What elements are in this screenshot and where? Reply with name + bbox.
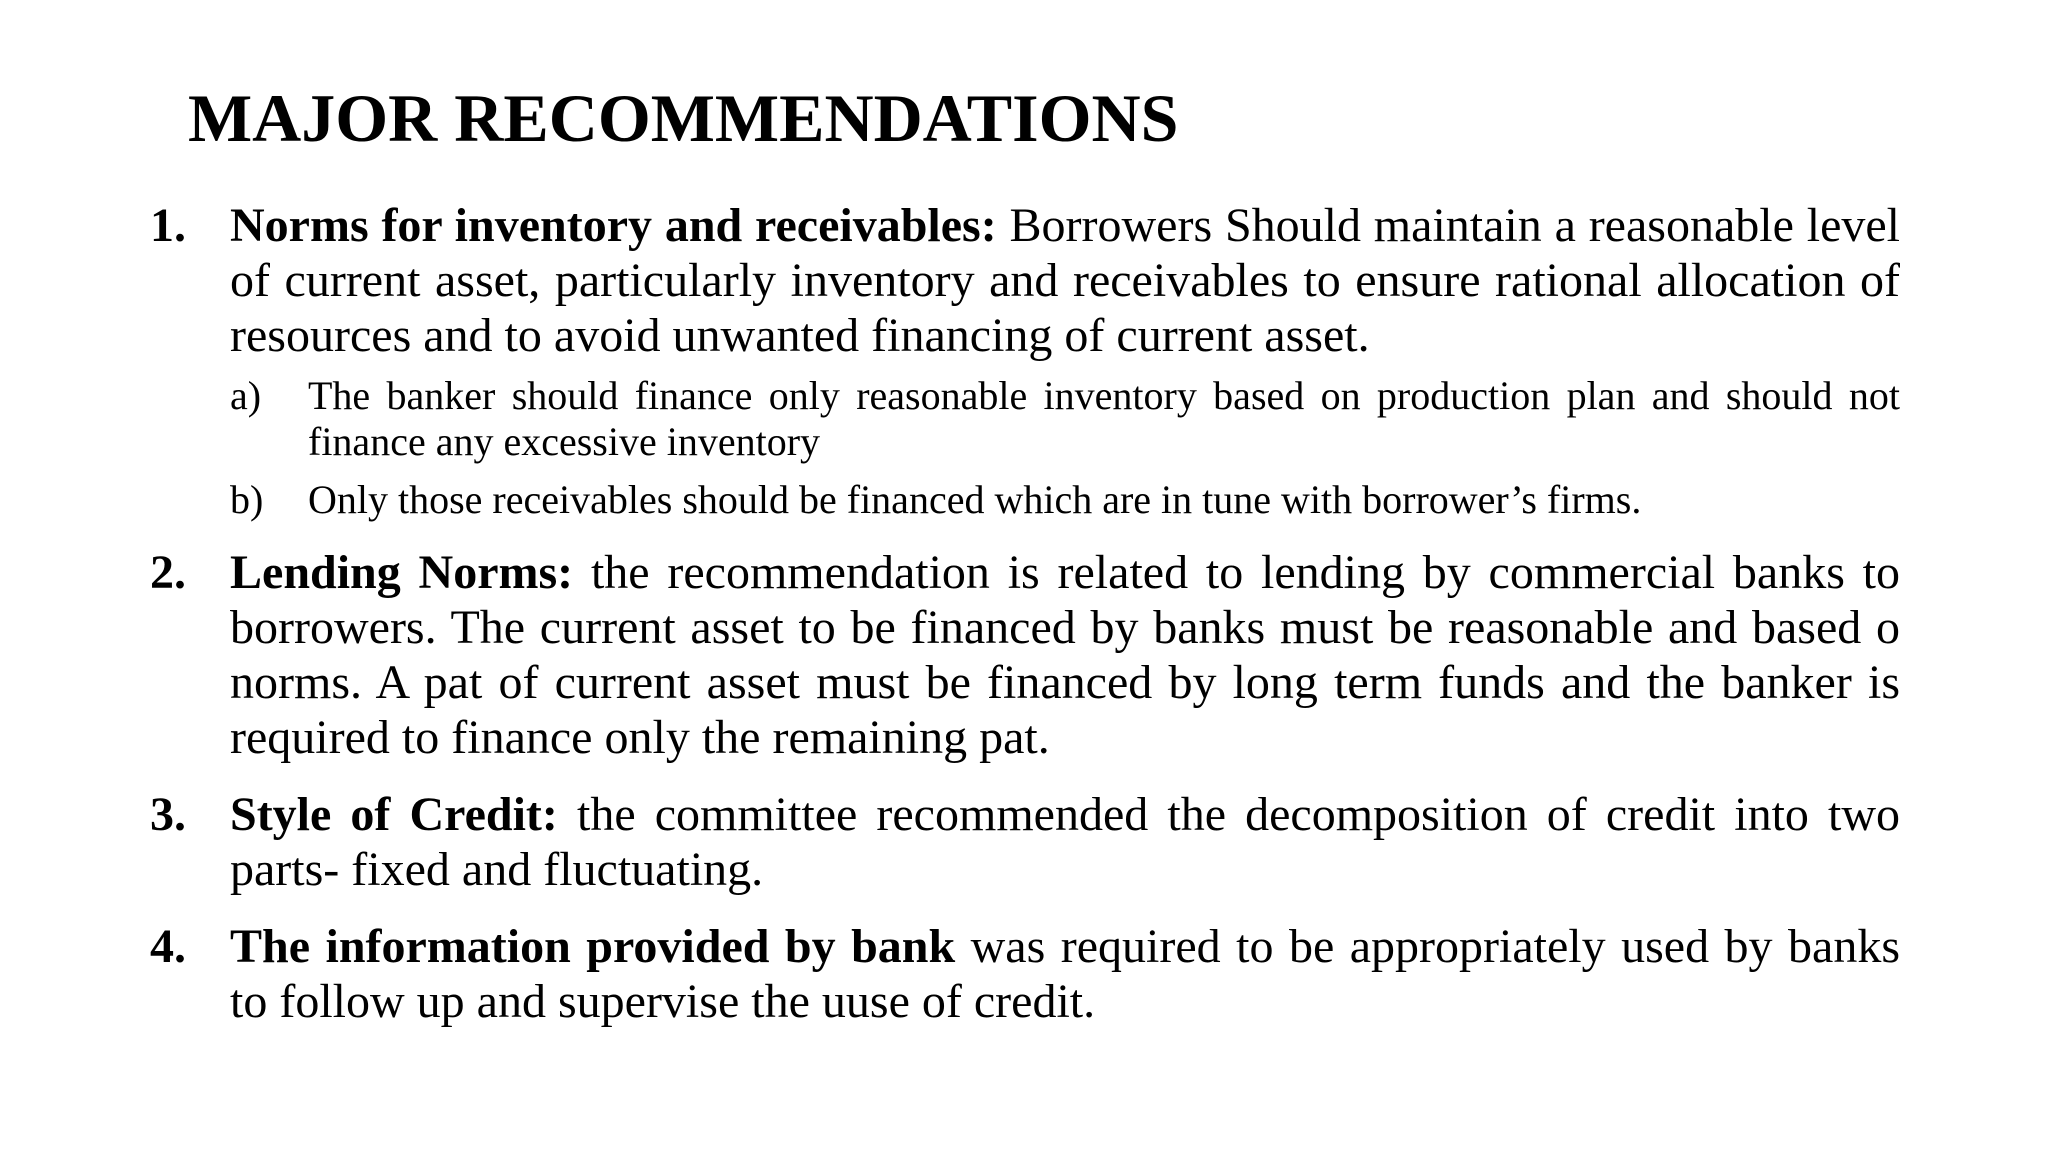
recommendation-number: 1.	[150, 199, 186, 252]
recommendation-text: the recommendation is related to lending by commercial banks to borrowers. The current asset to be financed by banks must be reasonable and based o norms. A pat of current asset must be financed by long term funds and the banker is required to finance only the remaining pat.	[230, 546, 1901, 764]
recommendations-list	[150, 198, 1900, 1051]
sub-point-item	[230, 373, 1900, 465]
sub-point-item	[230, 477, 1900, 523]
recommendation-text: the committee recommended the decomposition of credit into two parts- fixed and fluctuating.	[230, 788, 1900, 896]
sub-point-text: Only those receivables should be financed which are in tune with borrower’s firms.	[308, 477, 1642, 522]
recommendation-item	[150, 919, 1900, 1029]
recommendation-number: 4.	[150, 920, 186, 973]
sub-point-letter: a)	[230, 373, 262, 418]
recommendation-heading: Style of Credit:	[230, 788, 558, 841]
slide-title: MAJOR RECOMMENDATIONS	[188, 80, 1179, 156]
recommendation-item	[150, 787, 1900, 897]
recommendation-number: 3.	[150, 788, 186, 841]
recommendation-text: Borrowers Should maintain a reasonable level of current asset, particularly inventory and receivables to ensure rational allocation of resources and to avoid unwanted financing of current asset.	[230, 199, 1901, 362]
recommendation-number: 2.	[150, 546, 186, 599]
sub-point-letter: b)	[230, 477, 264, 522]
recommendation-heading: The information provided by bank	[230, 920, 956, 973]
sub-point-text: The banker should finance only reasonable inventory based on production plan and should not finance any excessive inventory	[308, 373, 1900, 464]
recommendation-item	[150, 198, 1900, 523]
sub-points-list	[230, 373, 1900, 523]
recommendation-item	[150, 545, 1900, 765]
recommendation-heading: Lending Norms:	[230, 546, 574, 599]
recommendation-heading: Norms for inventory and receivables:	[230, 199, 997, 252]
recommendation-text: was required to be appropriately used by banks to follow up and supervise the uuse of credit.	[230, 920, 1901, 1028]
